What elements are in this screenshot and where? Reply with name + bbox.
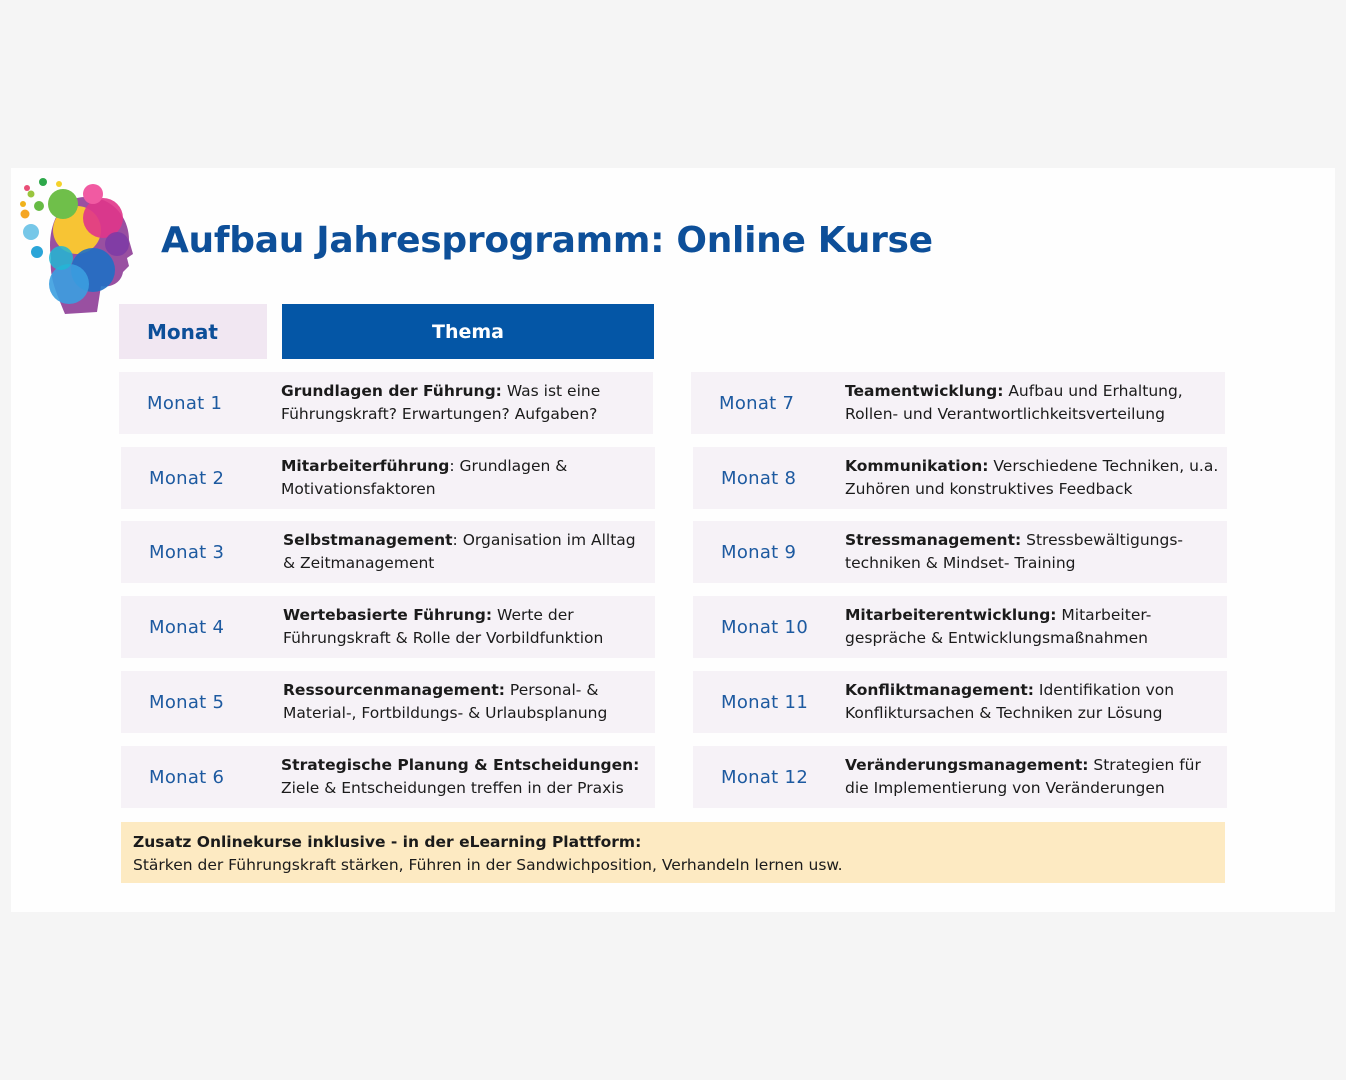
month-label: Monat 5 (149, 691, 225, 713)
topic-text: Veränderungsmanagement: Strategien für die Implementierung von Veränderungen (845, 756, 1201, 797)
head-colorful-logo-icon (17, 174, 137, 320)
schedule-row (121, 746, 655, 808)
slide (11, 168, 1335, 912)
month-label: Monat 3 (149, 541, 225, 563)
schedule-row (121, 521, 655, 583)
month-label: Monat 7 (719, 392, 795, 414)
month-label: Monat 4 (149, 616, 225, 638)
month-label: Monat 12 (721, 766, 809, 788)
topic-text: Teamentwicklung: Aufbau und Erhaltung, Rollen- und Verantwortlichkeitsverteilung (845, 382, 1183, 423)
extra-courses-text: Stärken der Führungskraft stärken, Führen in der Sandwichposition, Verhandeln lernen usw. (133, 856, 843, 874)
schedule-row (691, 372, 1225, 434)
topic-text: Konfliktmanagement: Identifikation von Konfliktursachen & Techniken zur Lösung (845, 681, 1175, 722)
topic-text: Ressourcenmanagement: Personal- & Material-, Fortbildungs- & Urlaubsplanung (283, 681, 608, 722)
schedule-row (693, 521, 1227, 583)
month-label: Monat 11 (721, 691, 809, 713)
month-label: Monat 2 (149, 467, 225, 489)
month-label: Monat 8 (721, 467, 797, 489)
topic-text: Mitarbeiterentwicklung: Mitarbeiter-gespräche & Entwicklungsmaßnahmen (845, 606, 1152, 647)
column-header-thema: Thema (282, 304, 654, 359)
topic-text: Stressmanagement: Stressbewältigungs-techniken & Mindset- Training (845, 531, 1183, 572)
schedule-row (119, 372, 653, 434)
month-label: Monat 9 (721, 541, 797, 563)
topic-text: Kommunikation: Verschiedene Techniken, u.a. Zuhören und konstruktives Feedback (845, 457, 1219, 498)
schedule-row (121, 671, 655, 733)
column-header-monat: Monat (119, 304, 267, 359)
topic-text: Grundlagen der Führung: Was ist eine Führungskraft? Erwartungen? Aufgaben? (281, 382, 601, 423)
schedule-row (121, 596, 655, 658)
schedule-row (693, 671, 1227, 733)
month-label: Monat 6 (149, 766, 225, 788)
month-label: Monat 10 (721, 616, 809, 638)
schedule-row (693, 746, 1227, 808)
page-title: Aufbau Jahresprogramm: Online Kurse (161, 220, 933, 261)
topic-text: Selbstmanagement: Organisation im Alltag & Zeitmanagement (283, 531, 636, 572)
topic-text: Wertebasierte Führung: Werte der Führungskraft & Rolle der Vorbildfunktion (283, 606, 604, 647)
extra-courses-heading: Zusatz Onlinekurse inklusive - in der eLearning Plattform: (133, 833, 642, 851)
schedule-row (693, 596, 1227, 658)
month-label: Monat 1 (147, 392, 223, 414)
schedule-row (693, 447, 1227, 509)
topic-text: Mitarbeiterführung: Grundlagen & Motivationsfaktoren (281, 457, 568, 498)
schedule-row (121, 447, 655, 509)
topic-text: Strategische Planung & Entscheidungen: Ziele & Entscheidungen treffen in der Praxis (281, 756, 640, 797)
extra-courses-box (121, 822, 1225, 883)
